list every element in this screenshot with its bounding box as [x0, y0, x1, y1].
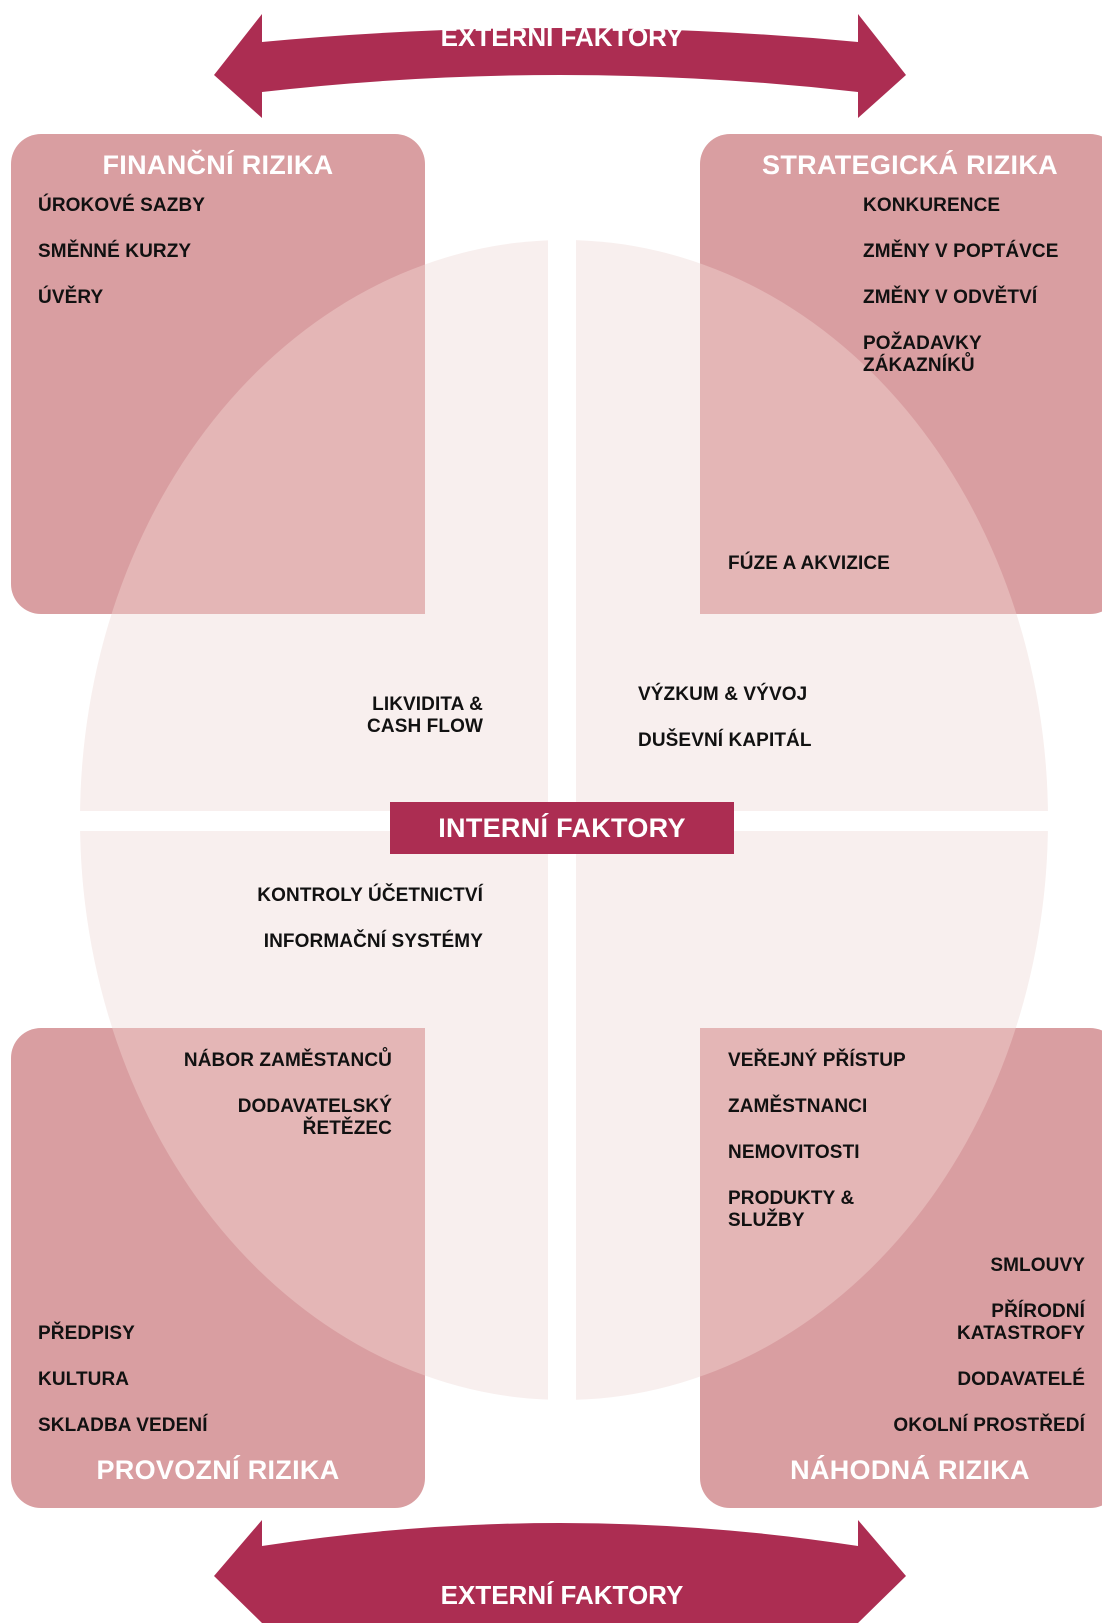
operational-risk-item: PŘEDPISY [38, 1323, 135, 1344]
hazard-risk-item: PŘÍRODNÍ KATASTROFY [956, 1301, 1085, 1344]
hazard-risk-item: DODAVATELÉ [957, 1369, 1085, 1390]
internal-factors-box [390, 802, 734, 854]
strategic-risk-item: KONKURENCE [863, 195, 1001, 216]
strategic-risk-title: STRATEGICKÁ RIZIKA [762, 150, 1058, 180]
external-factors-top-label: EXTERNÍ FAKTORY [440, 22, 684, 52]
financial-risk-item: ÚROKOVÉ SAZBY [38, 195, 206, 216]
strategic-risk-item: ZMĚNY V POPTÁVCE [863, 241, 1059, 262]
internal-factor-item: VÝZKUM & VÝVOJ [638, 684, 808, 705]
hazard-risk-item: OKOLNÍ PROSTŘEDÍ [893, 1415, 1085, 1436]
operational-risk-title: PROVOZNÍ RIZIKA [96, 1455, 340, 1485]
operational-risk-item: SKLADBA VEDENÍ [38, 1415, 208, 1436]
hazard-risk-item: NEMOVITOSTI [728, 1142, 860, 1163]
operational-risk-item: KULTURA [38, 1369, 130, 1390]
internal-factor-item: LIKVIDITA & CASH FLOW [367, 694, 483, 737]
internal-factor-item: INFORMAČNÍ SYSTÉMY [263, 931, 483, 952]
internal-factor-item: DUŠEVNÍ KAPITÁL [638, 730, 812, 751]
internal-factors-label: INTERNÍ FAKTORY [438, 812, 686, 843]
financial-risk-title: FINANČNÍ RIZIKA [102, 150, 334, 180]
hazard-risk-item: ZAMĚSTNANCI [728, 1096, 868, 1117]
financial-risk-item: SMĚNNÉ KURZY [38, 241, 192, 262]
internal-factor-item: KONTROLY ÚČETNICTVÍ [257, 885, 483, 906]
hazard-risk-title: NÁHODNÁ RIZIKA [790, 1455, 1030, 1485]
hazard-risk-item: PRODUKTY & SLUŽBY [728, 1188, 855, 1231]
strategic-risk-item: POŽADAVKY ZÁKAZNÍKŮ [863, 333, 982, 376]
external-factors-bottom-label: EXTERNÍ FAKTORY [440, 1580, 684, 1610]
financial-risk-item: ÚVĚRY [38, 287, 104, 308]
operational-risk-item: DODAVATELSKÝ ŘETĚZEC [237, 1096, 392, 1139]
hazard-risk-item: SMLOUVY [990, 1255, 1085, 1276]
hazard-risk-item: VEŘEJNÝ PŘÍSTUP [728, 1050, 906, 1071]
strategic-risk-item: FÚZE A AKVIZICE [728, 553, 890, 574]
operational-risk-item: NÁBOR ZAMĚSTANCŮ [183, 1050, 392, 1071]
strategic-risk-item: ZMĚNY V ODVĚTVÍ [863, 287, 1038, 308]
